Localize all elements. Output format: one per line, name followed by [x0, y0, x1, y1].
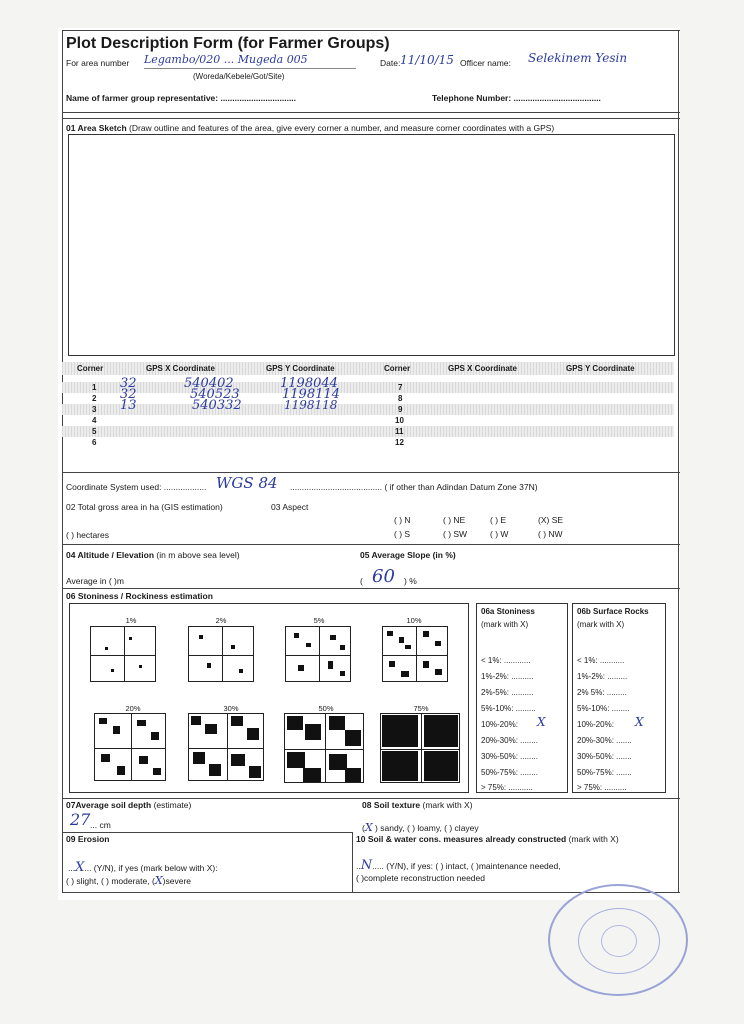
- erosion-yn[interactable]: [68, 860, 218, 875]
- section-06-title: 06 Stoniness / Rockiness estimation: [66, 591, 213, 601]
- aspect-sw[interactable]: ( ) SW: [443, 529, 468, 539]
- coord-row[interactable]: [62, 426, 674, 437]
- stoniness-opt[interactable]: > 75%: ...........: [481, 783, 533, 792]
- stoniness-opt[interactable]: 5%-10%: .........: [481, 704, 536, 713]
- coord-system-label: Coordinate System used: ..................: [66, 482, 207, 492]
- stoniness-opt[interactable]: 50%-75%: ........: [481, 768, 538, 777]
- rocks-opt[interactable]: 30%-50%: .......: [577, 752, 632, 761]
- form-title: Plot Description Form (for Farmer Groups): [66, 35, 390, 52]
- section-01: [66, 123, 554, 133]
- rocks-opt[interactable]: 5%-10%: ........: [577, 704, 630, 713]
- pct-20-label: 20%: [125, 704, 141, 713]
- section-07-note: (estimate): [153, 800, 192, 810]
- coord-row[interactable]: [62, 415, 674, 426]
- swc-line1: ..... (Y/N), if yes: ( ) intact, ( )maintenance needed,: [372, 861, 561, 871]
- section-10-title: 10 Soil & water cons. measures already constructed: [356, 834, 567, 844]
- corner-num: 3: [92, 405, 97, 414]
- stoniness-opt[interactable]: 2%-5%: ..........: [481, 688, 534, 697]
- texture-mark[interactable]: X: [364, 821, 373, 834]
- hectares-field[interactable]: ( ) hectares: [66, 530, 109, 540]
- header-gps-x: GPS X Coordinate: [146, 364, 215, 373]
- officer-value[interactable]: Selekinem Yesin: [528, 51, 628, 65]
- swc-mark[interactable]: N: [360, 858, 373, 873]
- rocks-opt[interactable]: 50%-75%: .......: [577, 768, 632, 777]
- section-08: [362, 800, 473, 810]
- handwritten-corner[interactable]: 32: [120, 376, 137, 391]
- corner-num: 2: [92, 394, 97, 403]
- stoniness-title: 06a Stoniness: [481, 607, 535, 616]
- gps-y-value[interactable]: 1198118: [284, 398, 338, 412]
- gps-x-value[interactable]: 540523: [190, 387, 240, 402]
- swc-yn[interactable]: [356, 858, 561, 873]
- corner-num: 5: [92, 427, 97, 436]
- stoniness-sub: (mark with X): [481, 620, 529, 629]
- area-number-value[interactable]: Legambo/020 ... Mugeda 005: [144, 53, 308, 66]
- stone-grid-75pct: [380, 713, 460, 783]
- section-02-title: 02 Total gross area in ha (GIS estimation): [66, 502, 223, 512]
- corner-num-2: 12: [395, 438, 404, 447]
- erosion-severity[interactable]: [66, 874, 191, 887]
- gps-y-value[interactable]: 1198044: [280, 376, 338, 391]
- stoniness-opt[interactable]: 30%-50%: ........: [481, 752, 538, 761]
- date-value[interactable]: 11/10/15: [400, 53, 454, 67]
- rocks-sub: (mark with X): [577, 620, 625, 629]
- rocks-opt[interactable]: 1%-2%: .........: [577, 672, 628, 681]
- rep-label[interactable]: Name of farmer group representative: ................................: [66, 93, 297, 103]
- area-sketch-box[interactable]: [68, 134, 675, 356]
- section-04-note: (in m above sea level): [156, 550, 240, 560]
- area-number-label: For area number: [66, 58, 130, 68]
- aspect-n[interactable]: ( ) N: [394, 515, 411, 525]
- pct-2-label: 2%: [215, 616, 227, 625]
- area-hint: (Woreda/Kebele/Got/Site): [193, 72, 285, 81]
- erosion-line1: ... (Y/N), if yes (mark below with X):: [84, 863, 218, 873]
- header-corner-2: Corner: [384, 364, 411, 373]
- stone-grid-5pct: [285, 626, 351, 682]
- stoniness-mark[interactable]: X: [537, 715, 546, 729]
- rocks-mark[interactable]: X: [635, 715, 644, 729]
- coord-row[interactable]: [62, 376, 674, 393]
- soil-depth-unit: ... cm: [90, 820, 111, 830]
- corner-num-2: 11: [395, 427, 404, 436]
- erosion-line2a: ( ) slight, ( ) moderate, (: [66, 876, 155, 886]
- coord-row[interactable]: [62, 387, 674, 404]
- soil-depth-value[interactable]: 27: [70, 810, 91, 829]
- section-03-title: 03 Aspect: [271, 502, 309, 512]
- coord-row[interactable]: [62, 437, 674, 448]
- rocks-opt[interactable]: > 75%: ..........: [577, 783, 627, 792]
- swc-lead: ..: [356, 861, 361, 871]
- rocks-opt[interactable]: 20%-30%: .......: [577, 736, 632, 745]
- section-08-note: (mark with X): [422, 800, 473, 810]
- gps-x-value[interactable]: 540402: [184, 376, 234, 391]
- aspect-w[interactable]: ( ) W: [490, 529, 509, 539]
- aspect-ne[interactable]: ( ) NE: [443, 515, 466, 525]
- erosion-line2b: )severe: [162, 876, 191, 886]
- stoniness-options-box: [476, 603, 568, 793]
- soil-texture-options[interactable]: [362, 821, 479, 834]
- stoniness-opt[interactable]: 20%-30%: ........: [481, 736, 538, 745]
- gps-y-value[interactable]: 1198114: [282, 387, 340, 402]
- pct-75-label: 75%: [413, 704, 429, 713]
- pct-5-label: 5%: [313, 616, 325, 625]
- stoniness-opt[interactable]: < 1%: ............: [481, 656, 531, 665]
- corner-num-2: 10: [395, 416, 404, 425]
- pct-50-label: 50%: [318, 704, 334, 713]
- stone-grid-30pct: [188, 713, 264, 781]
- section-04-title: 04 Altitude / Elevation: [66, 550, 155, 560]
- section-10-note: (mark with X): [568, 834, 619, 844]
- corner-num-2: 8: [398, 394, 403, 403]
- aspect-e[interactable]: ( ) E: [490, 515, 507, 525]
- aspect-s[interactable]: ( ) S: [394, 529, 411, 539]
- handwritten-corner[interactable]: 13: [120, 398, 137, 413]
- erosion-mark[interactable]: X: [75, 860, 85, 875]
- coord-header-row: [62, 362, 674, 375]
- slope-close: ) %: [404, 576, 417, 586]
- official-stamp: [548, 884, 688, 996]
- corner-num-2: 9: [398, 405, 403, 414]
- stoniness-opt[interactable]: 1%-2%: ..........: [481, 672, 534, 681]
- section-05-title: 05 Average Slope (in %): [360, 550, 456, 560]
- stone-grid-10pct: [382, 626, 448, 682]
- officer-label: Officer name:: [460, 58, 511, 68]
- rocks-title: 06b Surface Rocks: [577, 607, 649, 616]
- rocks-opt[interactable]: 10%-20%:: [577, 720, 614, 729]
- section-04: [66, 550, 240, 560]
- header-corner: Corner: [77, 364, 104, 373]
- aspect-se[interactable]: (X) SE: [538, 515, 564, 525]
- header-gps-y: GPS Y Coordinate: [266, 364, 335, 373]
- slope-open: (: [360, 576, 363, 586]
- altitude-field[interactable]: Average in ( )m: [66, 576, 124, 586]
- handwritten-corner[interactable]: 32: [120, 387, 137, 402]
- phone-label[interactable]: Telephone Number: .....................................: [432, 93, 601, 103]
- pct-10-label: 10%: [406, 616, 422, 625]
- coord-system-note: ....................................... ( if other than Adindan Datum Zone 37N): [290, 482, 538, 492]
- erosion-lead: ...: [68, 863, 76, 873]
- stone-grid-2pct: [188, 626, 254, 682]
- stone-grid-20pct: [94, 713, 166, 781]
- coord-system-value[interactable]: WGS 84: [216, 474, 278, 492]
- header-gps-y-2: GPS Y Coordinate: [566, 364, 635, 373]
- section-07: [66, 800, 191, 810]
- section-10: [356, 834, 619, 844]
- texture-open: (: [362, 823, 365, 833]
- coord-row[interactable]: [62, 398, 674, 415]
- aspect-nw[interactable]: ( ) NW: [538, 529, 563, 539]
- pct-1-label: 1%: [125, 616, 137, 625]
- section-01-note: (Draw outline and features of the area, give every corner a number, and measure corner coordinates with a GPS): [129, 123, 555, 133]
- section-01-title: 01 Area Sketch: [66, 123, 127, 133]
- corner-num: 6: [92, 438, 97, 447]
- pct-30-label: 30%: [223, 704, 239, 713]
- rocks-opt[interactable]: 2% 5%: .........: [577, 688, 627, 697]
- stone-grid-50pct: [284, 713, 364, 783]
- section-08-title: 08 Soil texture: [362, 800, 421, 810]
- section-09-title: 09 Erosion: [66, 834, 110, 844]
- corner-num: 4: [92, 416, 97, 425]
- plot-description-form: [58, 28, 680, 900]
- swc-line2[interactable]: ( )complete reconstruction needed: [356, 873, 485, 883]
- section-07-title: 07Average soil depth: [66, 800, 152, 810]
- header-gps-x-2: GPS X Coordinate: [448, 364, 517, 373]
- rocks-opt[interactable]: < 1%: ...........: [577, 656, 625, 665]
- erosion-severe-mark[interactable]: X: [154, 874, 163, 887]
- stoniness-opt[interactable]: 10%-20%:: [481, 720, 518, 729]
- texture-text: ) sandy, ( ) loamy, ( ) clayey: [372, 823, 479, 833]
- corner-num-2: 7: [398, 383, 403, 392]
- corner-num: 1: [92, 383, 97, 392]
- gps-x-value[interactable]: 540332: [192, 398, 242, 413]
- date-label: Date:: [380, 58, 401, 68]
- stone-grid-1pct: [90, 626, 156, 682]
- surface-rocks-options-box: [572, 603, 666, 793]
- slope-value[interactable]: 60: [372, 566, 395, 587]
